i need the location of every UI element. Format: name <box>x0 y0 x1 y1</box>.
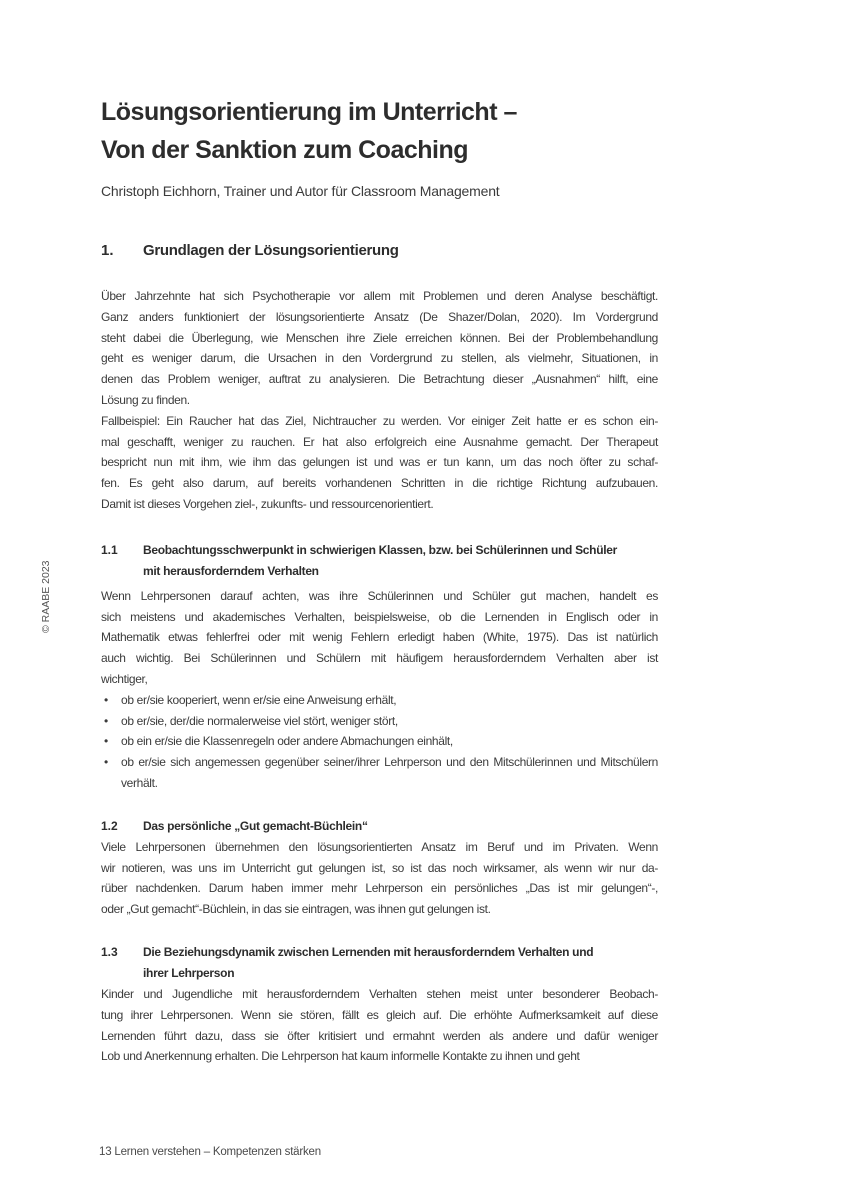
bullet-marker-icon: • <box>104 734 108 749</box>
copyright-sidebar: © RAABE 2023 <box>40 560 52 633</box>
text-line: Beobachtungsschwerpunkt in schwierigen Klassen, bzw. bei Schülerinnen und Schüler <box>143 542 618 557</box>
section-number: 1. <box>101 242 114 259</box>
text-line: wir notieren, was uns im Unterricht gut gelungen ist, so ist das noch wirksamer, als wenn wir nur da- <box>101 860 658 875</box>
text-line: geht es weniger darum, die Ursachen in den Vordergrund zu stellen, als vielmehr, Situationen, in <box>101 351 658 366</box>
text-line: Kinder und Jugendliche mit herausforderndem Verhalten stehen meist unter besonderer Beobach- <box>101 986 658 1001</box>
bullet-item <box>101 690 658 711</box>
text-line: oder „Gut gemacht“-Büchlein, in das sie eintragen, was ihnen gut gelungen ist. <box>101 902 491 917</box>
section-title <box>143 816 658 837</box>
section-title <box>143 241 399 261</box>
text-line: sich meistens und akademisches Verhalten, beispielsweise, ob die Lernenden in Englisch oder in <box>101 609 658 624</box>
text-line: denen das Problem weniger, auftrat zu analysieren. Die Betrachtung dieser „Ausnahmen“ hilft, eine <box>101 372 658 387</box>
text-line: Lernenden führt dazu, dass sie öfter kritisiert und ermahnt werden als andere und dafür weniger <box>101 1028 658 1043</box>
text-line: Viele Lehrpersonen übernehmen den lösungsorientierten Ansatz im Beruf und im Privaten. Wenn <box>101 839 658 854</box>
text-line: auch wichtig. Bei Schülerinnen und Schülern mit häufigem herausforderndem Verhalten aber ist <box>101 651 658 666</box>
text-line: Wenn Lehrpersonen darauf achten, was ihre Schülerinnen und Schüler gut machen, handelt es <box>101 588 658 603</box>
bullet-marker-icon: • <box>104 713 108 728</box>
text-line: bespricht nun mit ihm, wie ihm das gelungen ist und was er tun kann, um das noch öfter zu schaf- <box>101 455 658 470</box>
text-line: wichtiger, <box>101 671 148 686</box>
bullet-item <box>101 711 658 732</box>
bullet-text: ob er/sie kooperiert, wenn er/sie eine Anweisung erhält, <box>121 692 397 707</box>
text-line: Lösung zu finden. <box>101 392 190 407</box>
text-line: steht dabei die Überlegung, wie Menschen ihre Ziele erreichen können. Bei der Problembehandlung <box>101 330 658 345</box>
text-line: Damit ist dieses Vorgehen ziel-, zukunfts- und ressourcenorientiert. <box>101 496 434 511</box>
author-line: Christoph Eichhorn, Trainer und Autor für Classroom Management <box>101 183 500 199</box>
bullet-text: ob er/sie, der/die normalerweise viel stört, weniger stört, <box>121 713 398 728</box>
article-title <box>101 93 658 169</box>
bullet-item <box>101 752 658 794</box>
paragraph-3 <box>101 586 658 690</box>
section-number: 1.1 <box>101 542 118 557</box>
text-line: Lob und Anerkennung erhalten. Die Lehrperson hat kaum informelle Kontakte zu ihnen und geht <box>101 1049 580 1064</box>
text-line: Mathematik etwas fehlerfrei oder mit wenig Fehlern erledigt haben (White, 1975). Das ist natürlich <box>101 630 658 645</box>
text-line: Das persönliche „Gut gemacht-Büchlein“ <box>143 818 368 833</box>
text-line: Die Beziehungsdynamik zwischen Lernenden mit herausforderndem Verhalten und <box>143 944 594 959</box>
bullet-text: ob ein er/sie die Klassenregeln oder andere Abmachungen einhält, <box>121 734 453 749</box>
bullet-list <box>101 690 658 794</box>
section-1-3-heading <box>101 942 658 984</box>
section-number: 1.2 <box>101 818 118 833</box>
bullet-marker-icon: • <box>104 755 108 770</box>
section-1-1-heading <box>101 540 658 582</box>
paragraph-2 <box>101 411 658 515</box>
section-1-2-heading <box>101 816 658 837</box>
paragraph-1 <box>101 286 658 411</box>
text-line: Über Jahrzehnte hat sich Psychotherapie vor allem mit Problemen und deren Analyse beschäftigt. <box>101 289 658 303</box>
section-number: 1.3 <box>101 944 118 959</box>
paragraph-5 <box>101 984 658 1067</box>
page-footer: 13 Lernen verstehen – Kompetenzen stärken <box>99 1146 321 1158</box>
content-column <box>101 0 658 1067</box>
text-line: Fallbeispiel: Ein Raucher hat das Ziel, Nichtraucher zu werden. Vor einiger Zeit hatte er es schon ein- <box>101 413 658 428</box>
bullet-marker-icon: • <box>104 692 108 707</box>
text-line: Ganz anders funktioniert der lösungsorientierte Ansatz (De Shazer/Dolan, 2020). Im Vordergrund <box>101 309 658 324</box>
text-line: Von der Sanktion zum Coaching <box>101 136 469 164</box>
text-line: rüber nachdenken. Darum haben immer mehr Lehrperson ein persönliches „Das ist mir gelungen“-, <box>101 881 658 896</box>
section-1-heading <box>101 241 658 261</box>
section-title <box>143 942 658 984</box>
text-line: mit herausforderndem Verhalten <box>143 563 319 578</box>
bullet-item <box>101 731 658 752</box>
text-line: Grundlagen der Lösungsorientierung <box>143 242 399 259</box>
bullet-text: ob er/sie sich angemessen gegenüber seiner/ihrer Lehrperson und den Mitschülerinnen und Mitschülern verhält. <box>121 755 658 790</box>
text-line: ihrer Lehrperson <box>143 965 235 980</box>
text-line: mal geschafft, weniger zu rauchen. Er hat also erfolgreich eine Ausnahme gemacht. Der Therapeut <box>101 434 658 449</box>
paragraph-4 <box>101 837 658 920</box>
section-title <box>143 540 658 582</box>
text-line: Lösungsorientierung im Unterricht – <box>101 98 517 126</box>
text-line: fen. Es geht also darum, auf bereits vorhandenen Schritten in die richtige Richtung aufzubauen. <box>101 476 658 491</box>
text-line: tung ihrer Lehrpersonen. Wenn sie stören, fällt es gleich auf. Die erhöhte Aufmerksamkeit auf diese <box>101 1007 658 1022</box>
